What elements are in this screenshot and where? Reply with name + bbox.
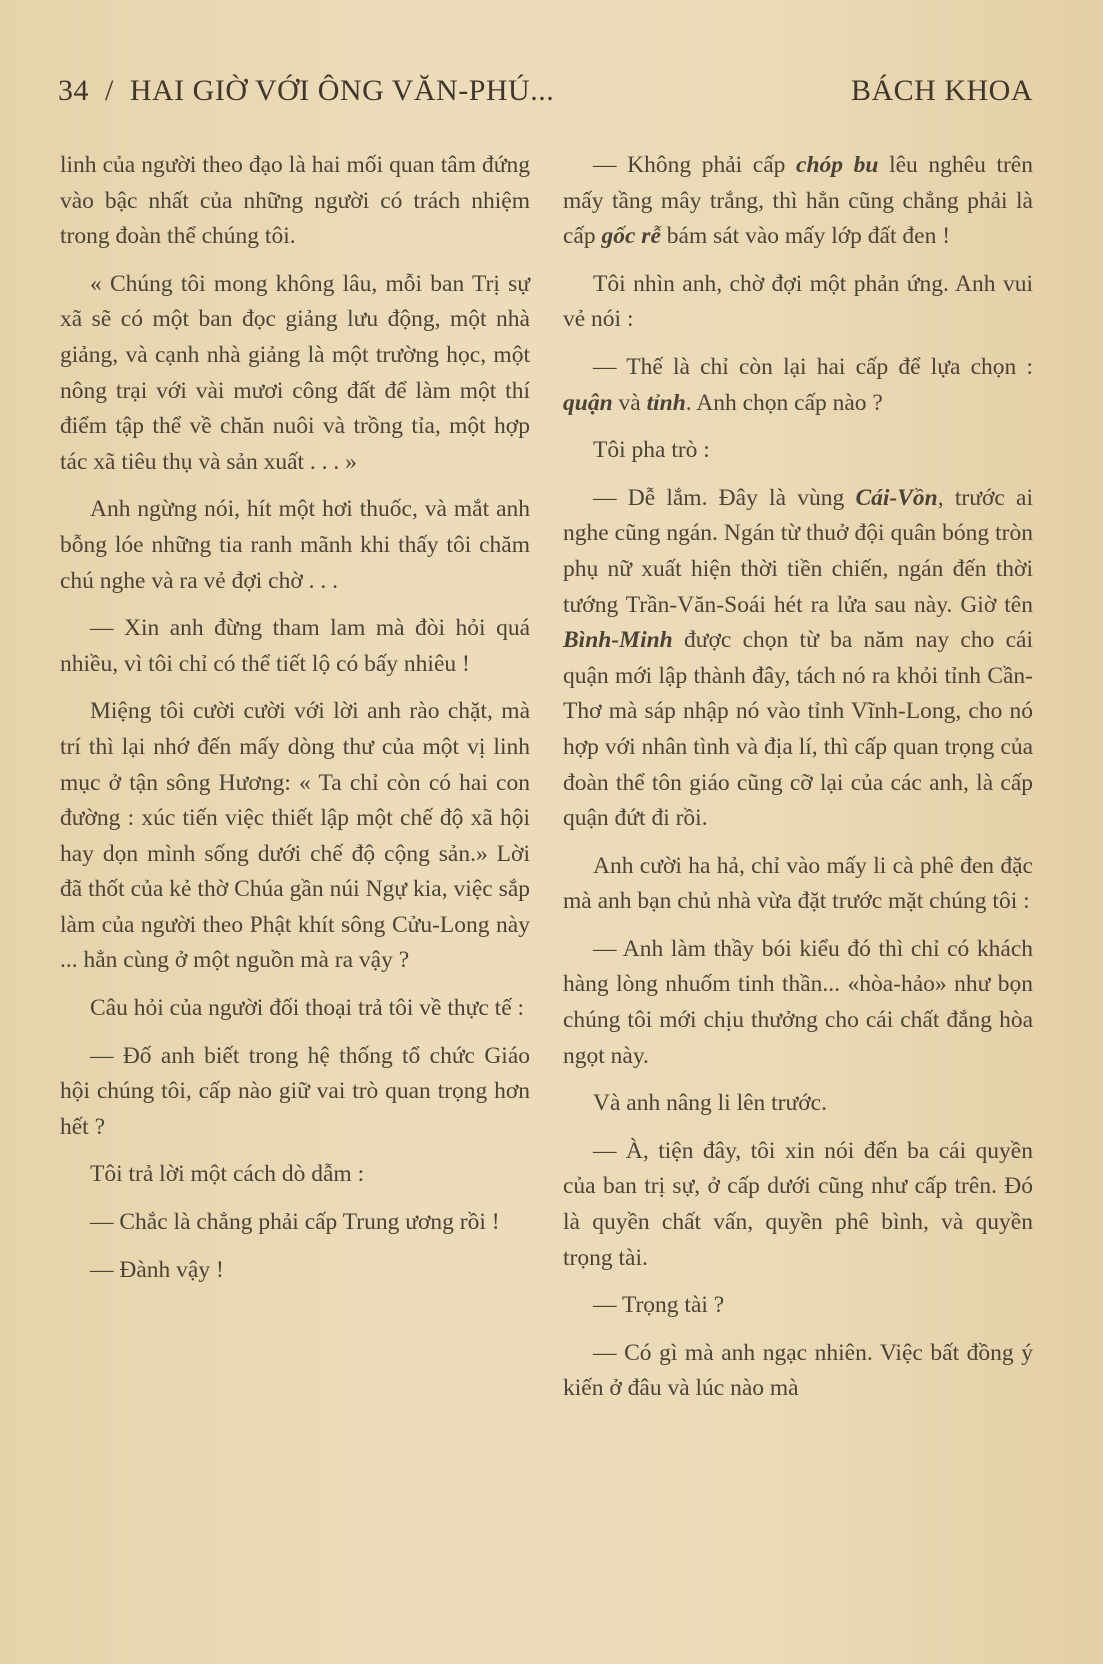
paragraph: — À, tiện đây, tôi xin nói đến ba cái quyền của ban trị sự, ở cấp dưới cũng như cấp trên. Đó là quyền chất vấn, quyền phê bình, và quyền trọng tài. xyxy=(563,1137,1033,1271)
header-separator: / xyxy=(105,74,114,107)
paragraph: — Đố anh biết trong hệ thống tổ chức Giáo hội chúng tôi, cấp nào giữ vai trò quan trọng hơn hết ? xyxy=(60,1042,530,1140)
paragraph: Tôi trả lời một cách dò dẫm : xyxy=(90,1161,365,1188)
text-run: lêu nghêu trên mấy tầng mây trắng, thì hẳn cũng chẳng phải là cấp xyxy=(563,152,1033,250)
paragraph: Và anh nâng li lên trước. xyxy=(593,1090,827,1117)
paragraph: linh của người theo đạo là hai mối quan tâm đứng vào bậc nhất của những người có trách nhiệm trong đoàn thể chúng tôi. xyxy=(60,152,530,250)
left-column xyxy=(60,148,530,1288)
paragraph: — Trọng tài ? xyxy=(593,1292,725,1319)
paragraph: « Chúng tôi mong không lâu, mỗi ban Trị sự xã sẽ có một ban đọc giảng lưu động, một nhà giảng, và cạnh nhà giảng là một trường học, một nông trại với vài mươi công đất để làm một thí điểm tập thể về chăn nuôi và trồng tỉa, một hợp tác xã tiêu thụ và sản xuất . . . » xyxy=(60,270,530,475)
paragraph: — Có gì mà anh ngạc nhiên. Việc bất đồng ý kiến ở đâu và lúc nào mà xyxy=(563,1339,1033,1402)
paragraph xyxy=(563,481,1033,837)
paragraph: Anh cười ha hả, chỉ vào mấy li cà phê đen đặc mà anh bạn chủ nhà vừa đặt trước mặt chúng tôi : xyxy=(563,852,1033,915)
paragraph: Câu hỏi của người đối thoại trả tôi về thực tế : xyxy=(90,995,525,1022)
text-run: và xyxy=(612,389,647,416)
paragraph: Miệng tôi cười cười với lời anh rào chặt, mà trí thì lại nhớ đến mấy dòng thư của một vị linh mục ở tận sông Hương: « Ta chỉ còn có hai con đường : xúc tiến việc thiết lập một chế độ xã hội hay dọn mình sống dưới chế độ cộng sản.» Lời đã thốt của kẻ thờ Chúa gần núi Ngự kia, việc sắp làm của người theo Phật khít sông Cửu-Long này ... hẳn cùng ở một nguồn mà ra vậy ? xyxy=(60,698,530,974)
magazine-name: BÁCH KHOA xyxy=(850,74,1033,107)
paragraph: — Anh làm thầy bói kiểu đó thì chỉ có khách hàng lòng nhuốm tinh thần... «hòa-hảo» như bọn chúng tôi mới chịu thưởng cho cái chất đắng hòa ngọt này. xyxy=(563,935,1033,1069)
text-run: được chọn từ ba năm nay cho cái quận mới lập thành đây, tách nó ra khỏi tỉnh Cần-Thơ mà sáp nhập nó vào tỉnh Vĩnh-Long, cho nó hợp với nhân tình và địa lí, thì cấp quan trọng của đoàn thể tôn giáo cũng cỡ lại của các anh, là cấp quận đứt đi rồi. xyxy=(563,627,1033,832)
text-run: — Không phải cấp xyxy=(593,152,797,178)
text-run: . Anh chọn cấp nào ? xyxy=(685,389,883,416)
emphasis: chóp bu xyxy=(796,152,879,178)
page-number: 34 xyxy=(58,74,89,107)
text-run: , trước ai nghe cũng ngán. Ngán từ thuở đội quân bóng tròn phụ nữ xuất hiện thời tiền chiến, ngán đến thời tướng Trần-Văn-Soái hét ra lửa sau này. Giờ tên xyxy=(563,484,1033,618)
text-run: bám sát vào mấy lớp đất đen ! xyxy=(660,223,951,250)
paragraph: — Chắc là chẳng phải cấp Trung ương rồi ! xyxy=(90,1209,500,1236)
paragraph xyxy=(563,350,1033,421)
paragraph: Tôi nhìn anh, chờ đợi một phản ứng. Anh vui vẻ nói : xyxy=(563,270,1033,333)
emphasis: Bình-Minh xyxy=(563,627,673,654)
paragraph: — Xin anh đừng tham lam mà đòi hỏi quá nhiều, vì tôi chỉ có thể tiết lộ có bấy nhiêu ! xyxy=(60,615,530,677)
text-run: — Thế là chỉ còn lại hai cấp để lựa chọn : xyxy=(593,353,1033,380)
emphasis: gốc rễ xyxy=(601,223,661,250)
paragraph: — Đành vậy ! xyxy=(90,1256,224,1283)
paragraph xyxy=(563,148,1033,255)
emphasis: Cái-Vồn xyxy=(855,484,938,511)
running-header xyxy=(58,74,1033,122)
text-run: — Dễ lắm. Đây là vùng xyxy=(593,484,856,511)
header-left xyxy=(58,74,554,108)
emphasis: tỉnh xyxy=(646,389,686,416)
paragraph: Tôi pha trò : xyxy=(593,437,710,464)
emphasis: quận xyxy=(563,389,613,416)
right-column xyxy=(563,148,1033,1407)
article-title: HAI GIỜ VỚI ÔNG VĂN-PHÚ... xyxy=(129,74,555,107)
paragraph: Anh ngừng nói, hít một hơi thuốc, và mắt anh bỗng lóe những tia ranh mãnh khi thấy tôi chăm chú nghe và ra vẻ đợi chờ . . . xyxy=(60,496,530,594)
